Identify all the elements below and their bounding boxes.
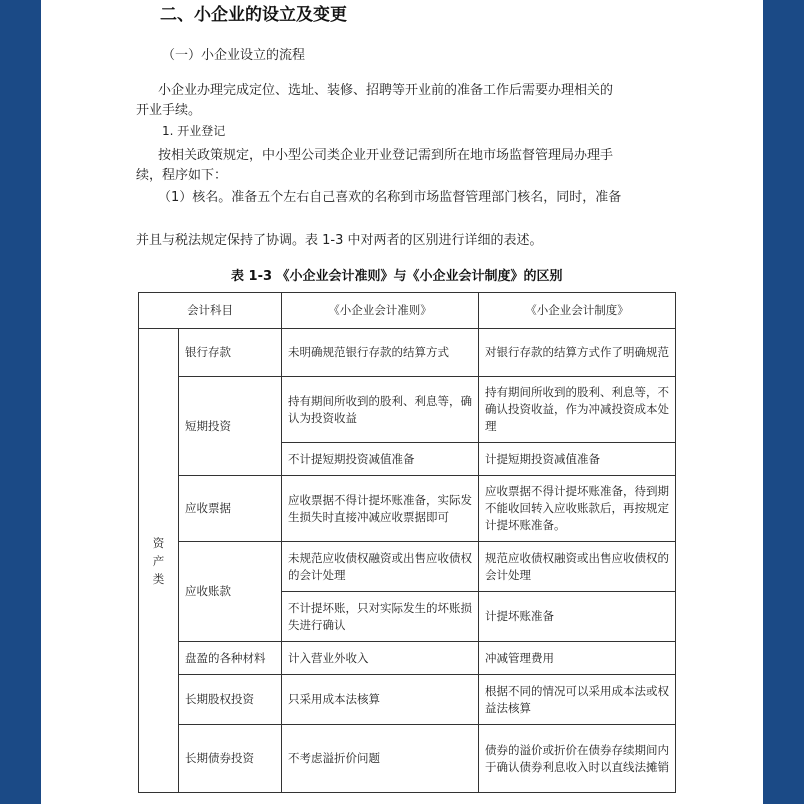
paragraph-2-line-1: 按相关政策规定，中小型公司类企业开业登记需到所在地市场监督管理局办理手 [158,148,614,163]
subject-cell: 短期投资 [179,377,282,476]
table-row [139,542,676,592]
standard-cell: 不计提短期投资减值准备 [282,443,479,476]
table-row [139,476,676,542]
subject-cell: 银行存款 [179,329,282,377]
standard-cell: 不考虑溢折价问题 [282,725,479,793]
system-cell: 对银行存款的结算方式作了明确规范 [479,329,676,377]
table-caption: 表 1-3 《小企业会计准则》与《小企业会计制度》的区别 [231,269,563,284]
list-item-1: 1. 开业登记 [162,124,226,138]
table-row [139,377,676,443]
system-cell: 根据不同的情况可以采用成本法或权益法核算 [479,675,676,725]
table-row [139,329,676,377]
table-row [139,675,676,725]
section-heading: 二、小企业的设立及变更 [160,5,347,25]
category-cell [139,329,179,793]
standard-cell: 未明确规范银行存款的结算方式 [282,329,479,377]
subject-cell: 应收账款 [179,542,282,642]
document-page [41,0,763,804]
standard-cell: 未规范应收债权融资或出售应收债权的会计处理 [282,542,479,592]
header-subject: 会计科目 [139,293,282,329]
system-cell: 计提短期投资减值准备 [479,443,676,476]
system-cell: 债券的溢价或折价在债券存续期间内于确认债券利息收入时以直线法摊销 [479,725,676,793]
subheading: （一）小企业设立的流程 [162,48,306,63]
standard-cell: 计入营业外收入 [282,642,479,675]
table-row [139,725,676,793]
category-label: 资产类 [152,535,165,586]
header-standard: 《小企业会计准则》 [282,293,479,329]
paragraph-2-line-2: 续，程序如下： [136,168,228,183]
paragraph-4: 并且与税法规定保持了协调。表 1-3 中对两者的区别进行详细的表述。 [136,233,543,248]
standard-cell: 只采用成本法核算 [282,675,479,725]
system-cell: 规范应收债权融资或出售应收债权的会计处理 [479,542,676,592]
header-system: 《小企业会计制度》 [479,293,676,329]
subject-cell: 长期股权投资 [179,675,282,725]
table-row [139,642,676,675]
comparison-table [138,292,676,793]
paragraph-3: （1）核名。准备五个左右自己喜欢的名称到市场监督管理部门核名，同时，准备 [158,190,622,205]
paragraph-1-line-1: 小企业办理完成定位、选址、装修、招聘等开业前的准备工作后需要办理相关的 [158,83,614,98]
standard-cell: 应收票据不得计提坏账准备，实际发生损失时直接冲减应收票据即可 [282,476,479,542]
system-cell: 应收票据不得计提坏账准备，待到期不能收回转入应收账款后，再按规定计提坏账准备。 [479,476,676,542]
standard-cell: 持有期间所收到的股利、利息等，确认为投资收益 [282,377,479,443]
subject-cell: 长期债券投资 [179,725,282,793]
paragraph-1-line-2: 开业手续。 [136,103,202,118]
subject-cell: 盘盈的各种材料 [179,642,282,675]
system-cell: 冲减管理费用 [479,642,676,675]
standard-cell: 不计提坏账，只对实际发生的坏账损失进行确认 [282,592,479,642]
system-cell: 持有期间所收到的股利、利息等，不确认投资收益，作为冲减投资成本处理 [479,377,676,443]
table-header-row [139,293,676,329]
subject-cell: 应收票据 [179,476,282,542]
system-cell: 计提坏账准备 [479,592,676,642]
